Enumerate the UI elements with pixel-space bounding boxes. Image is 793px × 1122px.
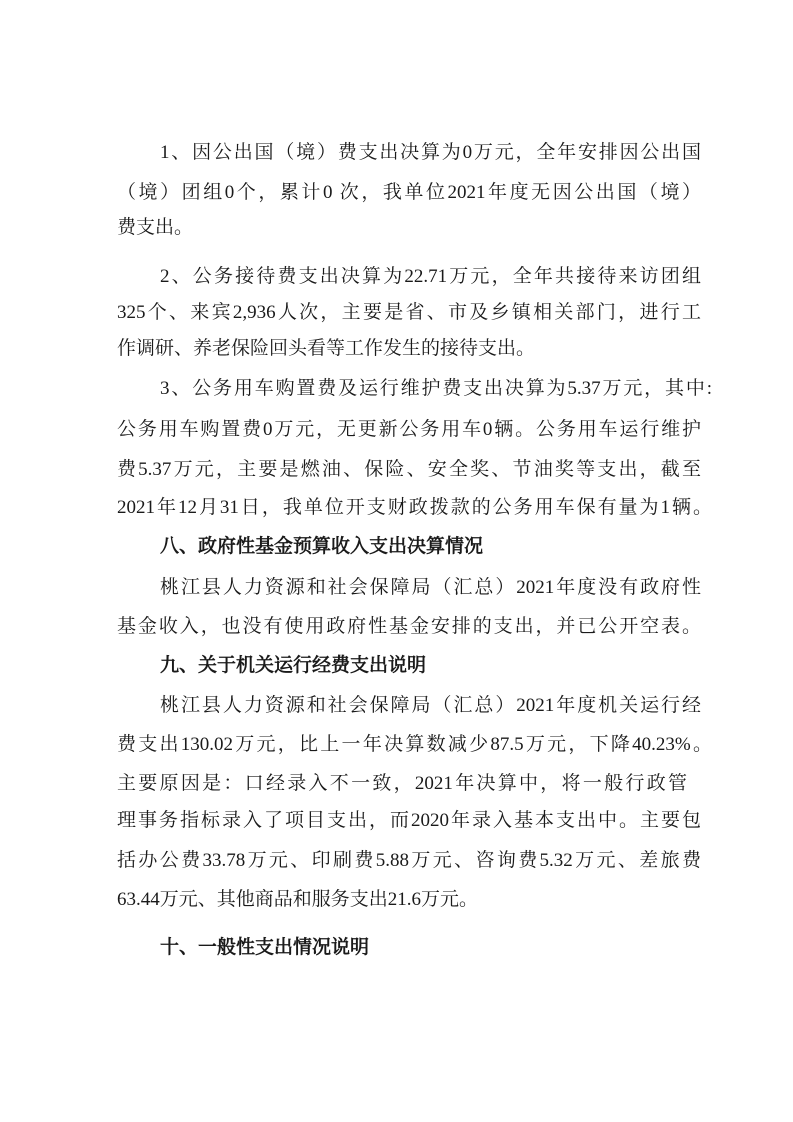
paragraph-line: 理事务指标录入了项目支出，而2020年录入基本支出中。主要包 bbox=[117, 810, 701, 831]
paragraph-line: 63.44万元、其他商品和服务支出21.6万元。 bbox=[117, 889, 479, 910]
paragraph-line: 基金收入，也没有使用政府性基金安排的支出，并已公开空表。 bbox=[117, 616, 701, 637]
paragraph-line: 桃江县人力资源和社会保障局（汇总）2021年度没有政府性 bbox=[160, 577, 701, 598]
paragraph-line: 325个、来宾2,936人次，主要是省、市及乡镇相关部门，进行工 bbox=[117, 302, 701, 323]
paragraph-line: 3、公务用车购置费及运行维护费支出决算为5.37万元，其中: bbox=[160, 378, 712, 399]
paragraph-line: 主要原因是：口经录入不一致，2021年决算中，将一般行政管 bbox=[117, 773, 687, 794]
paragraph-line: 作调研、养老保险回头看等工作发生的接待支出。 bbox=[117, 338, 536, 359]
paragraph-line: 费支出130.02万元，比上一年决算数减少87.5万元，下降40.23%。 bbox=[117, 734, 712, 755]
paragraph-line: 1、因公出国（境）费支出决算为0万元，全年安排因公出国 bbox=[160, 142, 701, 163]
section-heading: 八、政府性基金预算收入支出决算情况 bbox=[160, 535, 484, 557]
paragraph-line: 公务用车购置费0万元，无更新公务用车0辆。公务用车运行维护 bbox=[117, 419, 701, 440]
paragraph-line: 括办公费33.78万元、印刷费5.88万元、咨询费5.32万元、差旅费 bbox=[117, 850, 701, 871]
paragraph-line: 费5.37万元，主要是燃油、保险、安全奖、节油奖等支出，截至 bbox=[117, 459, 701, 480]
section-heading: 十、一般性支出情况说明 bbox=[160, 936, 370, 958]
paragraph-line: 2021年12月31日，我单位开支财政拨款的公务用车保有量为1辆。 bbox=[117, 497, 712, 518]
paragraph-line: 桃江县人力资源和社会保障局（汇总）2021年度机关运行经 bbox=[160, 695, 701, 716]
section-heading: 九、关于机关运行经费支出说明 bbox=[160, 654, 427, 676]
paragraph-line: （境）团组0个，累计0 次，我单位2021年度无因公出国（境） bbox=[117, 182, 701, 203]
paragraph-line: 2、公务接待费支出决算为22.71万元，全年共接待来访团组 bbox=[160, 266, 701, 287]
paragraph-line: 费支出。 bbox=[117, 217, 194, 238]
